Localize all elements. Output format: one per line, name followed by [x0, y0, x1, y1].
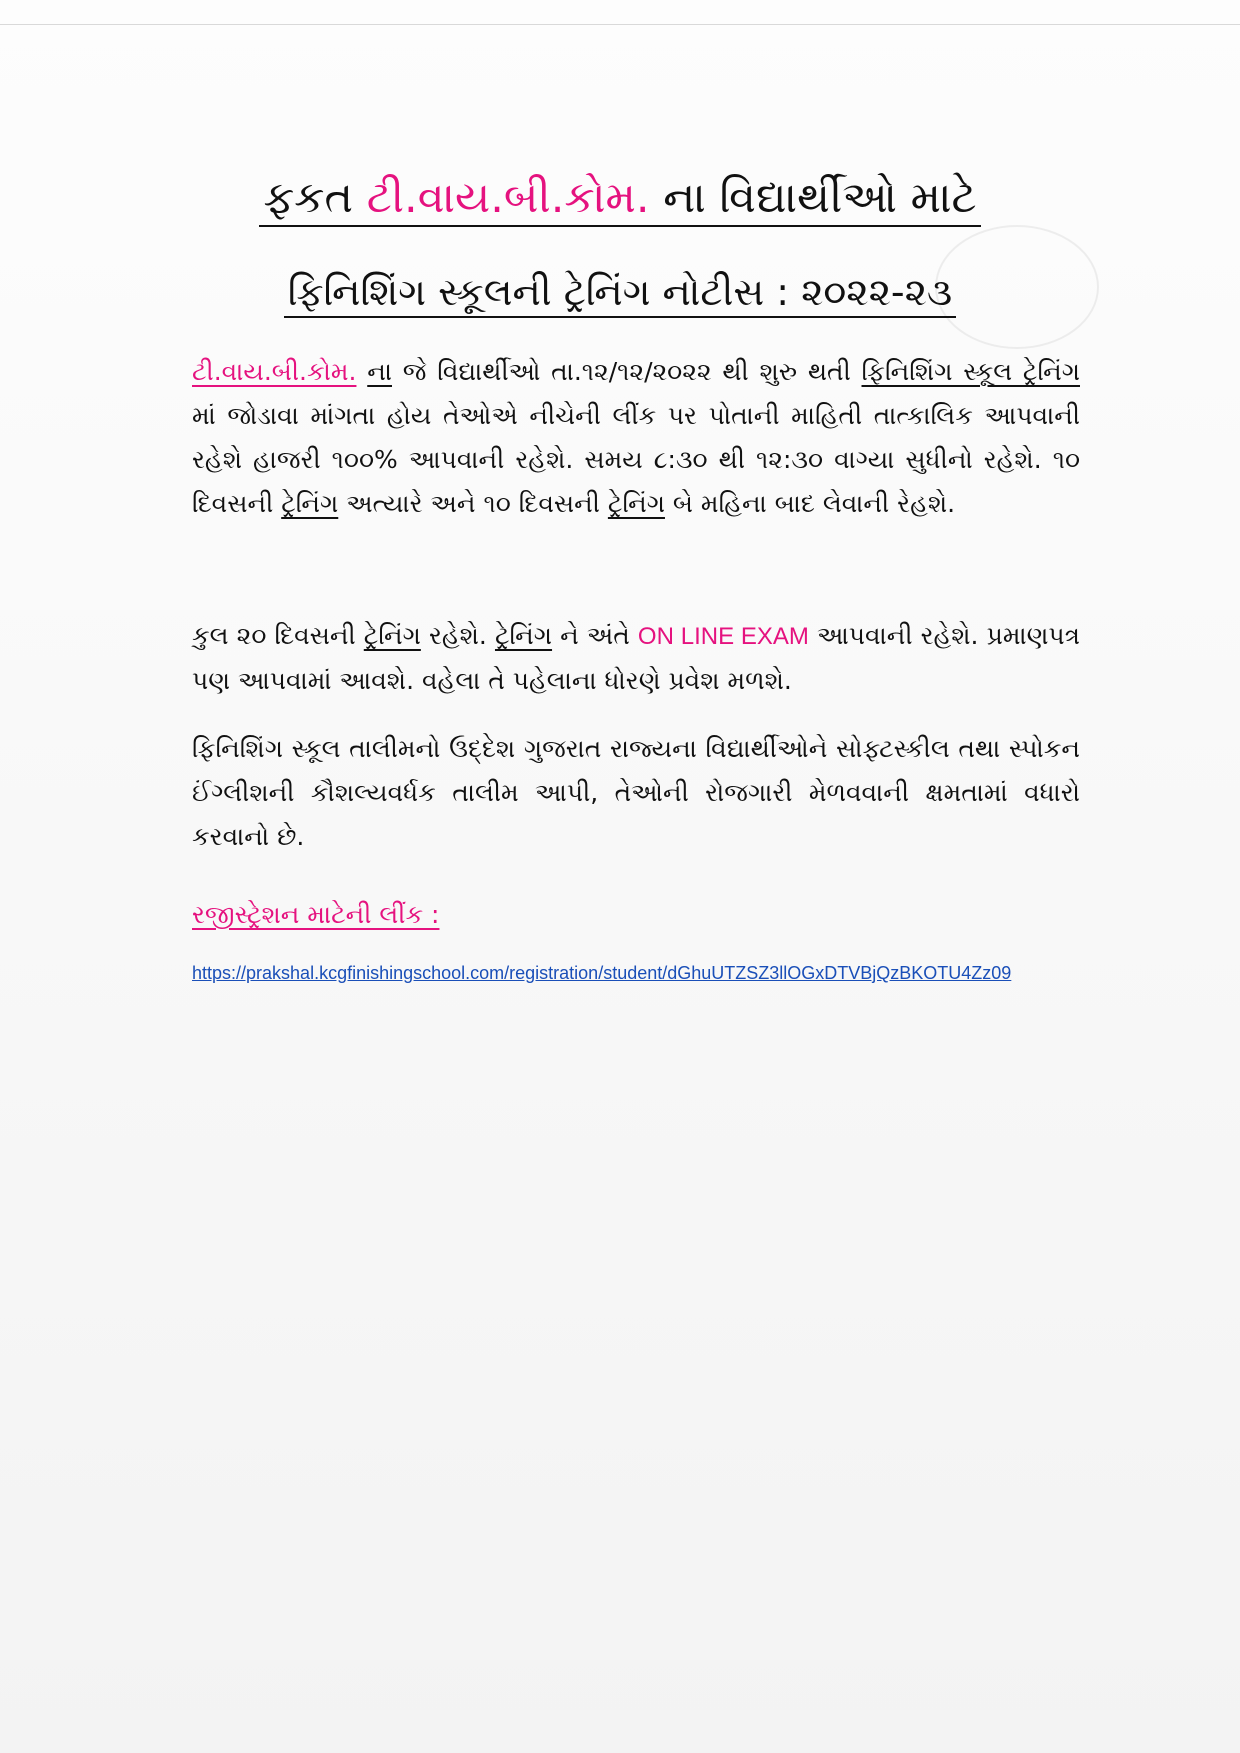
paragraph-training-details: [192, 350, 1080, 526]
notice-subtitle-text: ફિનિશિંગ સ્કૂલની ટ્રેનિંગ નોટીસ : ૨૦૨૨-૨૩: [284, 270, 956, 318]
p2-text-c: ને અંતે: [552, 621, 638, 650]
paragraph-exam-details: [192, 614, 1080, 703]
p1-text-c: અત્યારે અને ૧૦ દિવસની: [338, 489, 608, 518]
p1-text-b: માં જોડાવા માંગતા હોય તેઓએ નીચેની લીંક પર પોતાની માહિતી તાત્કાલિક આપવાની રહેશે હાજરી ૧૦૦% આપવાની રહેશે. સમય ૮:૩૦ થી ૧૨:૩૦ વાગ્યા સુધીનો રહેશે. ૧૦ દિવસની: [192, 401, 1080, 518]
p2-text-d: આપવાની રહેશે. પ્રમાણપત્ર પણ આપવામાં આવશે. વહેલા તે પહેલાના ધોરણે પ્રવેશ મળશે.: [192, 621, 1080, 695]
p2-text-b: રહેશે.: [420, 621, 495, 650]
online-exam-highlight: ON LINE EXAM: [637, 623, 809, 650]
notice-title-underline: [259, 173, 980, 227]
registration-link[interactable]: https://prakshal.kcgfinishingschool.com/registration/student/dGhuUTZSZ3llOGxDTVBjQzBKOTU4Zz09: [192, 963, 1012, 983]
registration-link-label: રજીસ્ટ્રેશન માટેની લીંક :: [192, 900, 440, 929]
notice-title: [0, 168, 1240, 228]
p2-training-underlined-2: ટ્રેનિંગ: [494, 621, 553, 650]
p1-training-underlined-1: ટ્રેનિંગ: [281, 489, 339, 518]
p1-space: [356, 357, 367, 386]
title-highlight: ટી.વાય.બી.કોમ.: [366, 173, 650, 223]
title-suffix: ના વિદ્યાર્થીઓ માટે: [649, 173, 977, 223]
p1-underlined-na: ના: [367, 357, 392, 386]
p2-training-underlined-1: ટ્રેનિંગ: [363, 621, 421, 650]
course-name-highlight: ટી.વાય.બી.કોમ.: [192, 357, 357, 386]
p1-text-d: બે મહિના બાદ લેવાની રેહશે.: [664, 489, 956, 518]
title-prefix: ફકત: [263, 173, 367, 223]
p1-text-a: જે વિદ્યાર્થીઓ તા.૧૨/૧૨/૨૦૨૨ થી શુરુ થતી: [392, 357, 862, 386]
p1-finishing-school-training: ફિનિશિંગ સ્કૂલ ટ્રેનિંગ: [861, 357, 1080, 386]
paragraph-objective: ફિનિશિંગ સ્કૂલ તાલીમનો ઉદ્દેશ ગુજરાત રાજ્યના વિદ્યાર્થીઓને સોફ્ટસ્કીલ તથા સ્પોકન ઈંગ્લીશની કૌશલ્યવર્ધક તાલીમ આપી, તેઓની રોજગારી મેળવવાની ક્ષમતામાં વધારો કરવાનો છે.: [192, 734, 1080, 851]
p2-text-a: કુલ ૨૦ દિવસની: [192, 621, 364, 650]
notice-subtitle: [0, 264, 1240, 320]
p1-training-underlined-2: ટ્રેનિંગ: [607, 489, 665, 518]
scan-edge-line: [0, 24, 1240, 25]
